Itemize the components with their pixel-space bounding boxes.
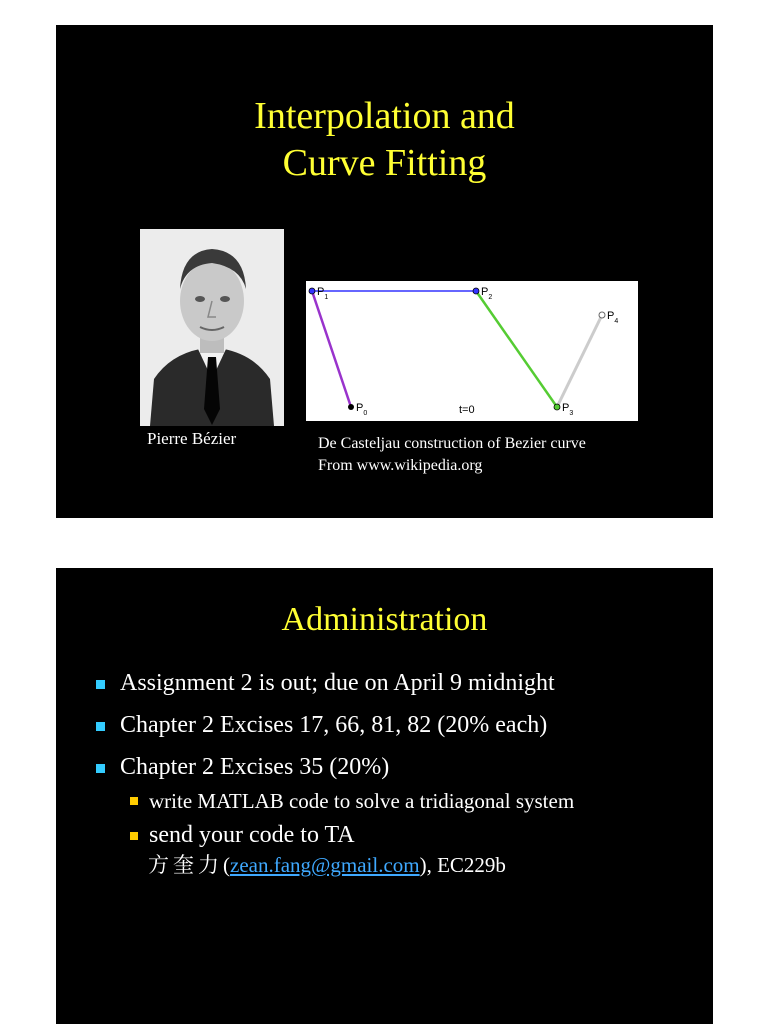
sub-bullet-square-icon <box>130 832 138 840</box>
photo-caption: Pierre Bézier <box>147 429 237 448</box>
bullet-text: Chapter 2 Excises 17, 66, 81, 82 (20% each) <box>120 712 548 738</box>
ta-email-link[interactable]: zean.fang@gmail.com <box>230 853 420 877</box>
sub-bullet-square-icon <box>130 797 138 805</box>
bullet-item <box>96 752 706 782</box>
paren-open: ( <box>223 853 230 877</box>
label-t: t=0 <box>459 404 475 416</box>
label-p2: $P_2$ <box>481 286 493 301</box>
slide-title: Administration <box>281 601 488 638</box>
point-p2 <box>473 288 479 294</box>
diagram-caption <box>318 433 586 477</box>
bullet-square-icon <box>96 764 105 773</box>
slide-interpolation <box>56 25 713 518</box>
label-p1: $P_1$ <box>317 286 329 301</box>
bullet-list <box>96 668 706 892</box>
point-p3 <box>554 404 560 410</box>
bullet-text: Chapter 2 Excises 35 (20%) <box>120 754 390 780</box>
diagram-caption-line-2: From www.wikipedia.org <box>318 457 483 474</box>
segment-p0-p1 <box>312 291 351 407</box>
point-p1 <box>309 288 315 294</box>
bullet-item <box>96 668 706 698</box>
sub-bullet-text: send your code to TA <box>149 822 355 848</box>
bullet-square-icon <box>96 680 105 689</box>
slide-title <box>56 93 713 187</box>
point-p4 <box>599 312 605 318</box>
label-p3: $P_3$ <box>562 402 574 417</box>
bullet-item <box>96 710 706 740</box>
ta-office: ), EC229b <box>419 853 506 877</box>
slide-administration <box>56 568 713 1024</box>
sub-bullet-item <box>96 820 706 880</box>
bullet-text: Assignment 2 is out; due on April 9 midnight <box>120 670 555 696</box>
sub-bullet-text: write MATLAB code to solve a tridiagonal system <box>149 789 575 813</box>
portrait-illustration <box>140 229 284 426</box>
title-line-2: Curve Fitting <box>282 142 487 184</box>
bezier-construction <box>306 281 638 421</box>
de-casteljau-diagram <box>306 281 638 421</box>
portrait-photo <box>140 229 284 426</box>
bullet-square-icon <box>96 722 105 731</box>
diagram-caption-line-1: De Casteljau construction of Bezier curve <box>318 435 586 452</box>
segment-p3-p4 <box>557 315 602 407</box>
point-p0 <box>348 404 354 410</box>
sub-bullet-item <box>96 788 706 814</box>
label-p4: $P_4$ <box>607 310 619 325</box>
title-line-1: Interpolation and <box>254 95 515 137</box>
label-p0: $P_0$ <box>356 402 368 417</box>
segment-p2-p3 <box>476 291 557 407</box>
ta-contact <box>148 850 706 880</box>
ta-name: 方奎力 <box>148 853 223 877</box>
